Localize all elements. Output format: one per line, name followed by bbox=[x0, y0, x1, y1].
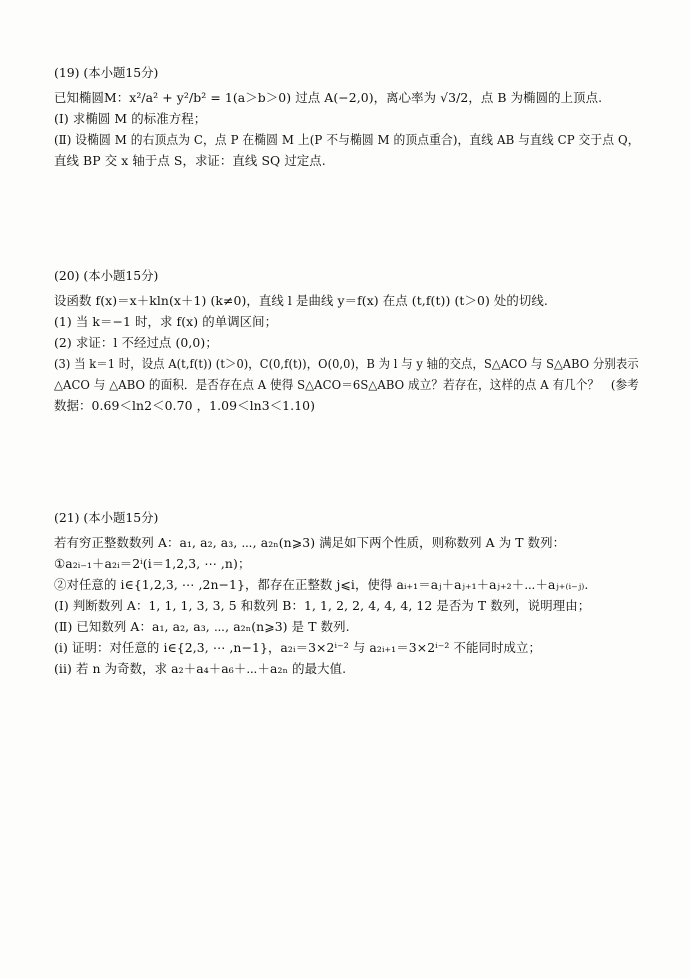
problem-text-line: (Ⅰ) 判断数列 A：1, 1, 1, 3, 3, 5 和数列 B：1, 1, 2, 2, 4, 4, 4, 12 是否为 T 数列，说明理由； bbox=[54, 598, 591, 613]
problem-text-line: 数据：0.69＜ln2＜0.70 ，1.09＜ln3＜1.10) bbox=[54, 398, 316, 413]
problem-21 bbox=[54, 507, 639, 679]
problem-header: (19) (本小题15分) bbox=[54, 65, 159, 80]
problem-header: (21) (本小题15分) bbox=[54, 510, 159, 525]
problem-text-line: (ii) 若 n 为奇数，求 a₂＋a₄＋a₆＋⋯＋a₂ₙ 的最大值. bbox=[54, 661, 347, 676]
problem-text-line: ①a₂ᵢ₋₁＋a₂ᵢ＝2ⁱ(i＝1,2,3, ⋯ ,n)； bbox=[54, 556, 251, 571]
problem-text-line: (Ⅱ) 已知数列 A：a₁, a₂, a₃, ⋯, a₂ₙ(n⩾3) 是 T 数列. bbox=[54, 619, 350, 634]
problem-text-line: (3) 当 k＝1 时，设点 A(t,f(t)) (t＞0)，C(0,f(t))，O(0,0)，B 为 l 与 y 轴的交点，S△ACO 与 S△ABO 分别表示 bbox=[54, 356, 639, 371]
problem-text-line: (Ⅱ) 设椭圆 M 的右顶点为 C，点 P 在椭圆 M 上(P 不与椭圆 M 的顶点重合)，直线 AB 与直线 CP 交于点 Q， bbox=[54, 132, 640, 147]
problem-text-line: △ACO 与 △ABO 的面积．是否存在点 A 使得 S△ACO＝6S△ABO 成立？若存在，这样的点 A 有几个？ (参考 bbox=[54, 377, 639, 392]
problem-19 bbox=[54, 62, 639, 171]
problem-20 bbox=[54, 265, 639, 416]
problem-text-line: (2) 求证：l 不经过点 (0,0)； bbox=[54, 335, 218, 350]
problem-header: (20) (本小题15分) bbox=[54, 268, 159, 283]
problem-text-line: ②对任意的 i∈{1,2,3, ⋯ ,2n−1}，都存在正整数 j⩽i，使得 aᵢ₊₁＝aⱼ＋aⱼ₊₁＋aⱼ₊₂＋⋯＋aⱼ₊₍ᵢ₋ⱼ₎. bbox=[54, 577, 589, 592]
problem-text-line: 若有穷正整数数列 A：a₁, a₂, a₃, ⋯, a₂ₙ(n⩾3) 满足如下两个性质，则称数列 A 为 T 数列： bbox=[54, 535, 566, 550]
problem-text-line: (1) 当 k＝−1 时，求 f(x) 的单调区间； bbox=[54, 314, 278, 329]
problem-text-line: (Ⅰ) 求椭圆 M 的标准方程； bbox=[54, 111, 207, 126]
problem-text-line: 直线 BP 交 x 轴于点 S，求证：直线 SQ 过定点. bbox=[54, 153, 326, 168]
problem-text-line: 设函数 f(x)＝x＋kln(x＋1) (k≠0)，直线 l 是曲线 y＝f(x) 在点 (t,f(t)) (t＞0) 处的切线. bbox=[54, 293, 548, 308]
problem-text-line: 已知椭圆M：x²/a² + y²/b² = 1(a＞b＞0) 过点 A(−2,0)，离心率为 √3/2，点 B 为椭圆的上顶点. bbox=[54, 90, 603, 105]
problem-text-line: (i) 证明：对任意的 i∈{2,3, ⋯ ,n−1}，a₂ᵢ＝3×2ⁱ⁻² 与 a₂ᵢ₊₁＝3×2ⁱ⁻² 不能同时成立； bbox=[54, 640, 541, 655]
